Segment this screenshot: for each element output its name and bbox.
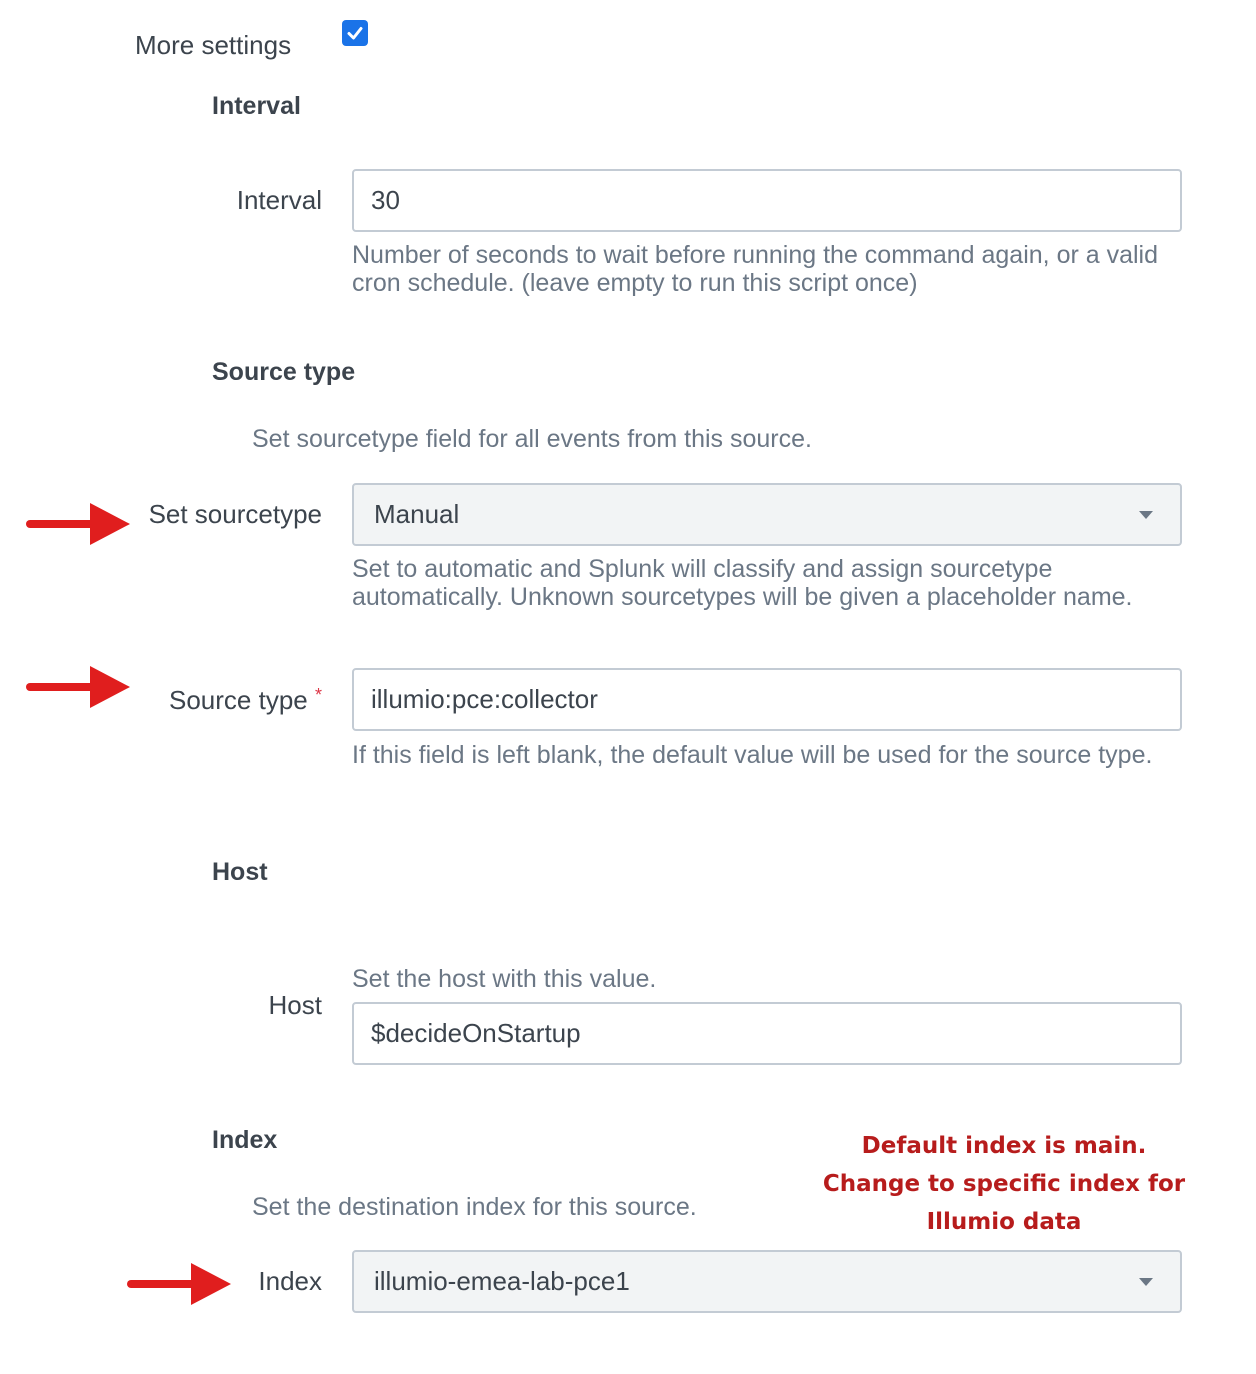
chevron-down-icon	[1139, 1278, 1153, 1286]
index-select[interactable]	[352, 1250, 1182, 1313]
host-value: $decideOnStartup	[371, 1018, 581, 1048]
annotation-line: Default index is main.	[861, 1133, 1147, 1159]
set-sourcetype-help: Set to automatic and Splunk will classify and assign sourcetype automatically. Unknown sourcetypes will be given a placeholder name.	[352, 555, 1133, 611]
source-type-label-text: Source type	[169, 685, 308, 715]
more-settings-checkbox[interactable]	[342, 20, 368, 46]
host-section-title: Host	[212, 858, 268, 886]
set-sourcetype-select[interactable]	[352, 483, 1182, 546]
checkmark-icon	[346, 24, 364, 42]
interval-input[interactable]	[352, 169, 1182, 232]
annotation-line: Change to specific index for	[822, 1171, 1186, 1197]
sourcetype-section-title: Source type	[212, 358, 356, 386]
red-arrow-icon	[26, 662, 132, 712]
set-sourcetype-label: Set sourcetype	[148, 499, 322, 529]
index-value: illumio-emea-lab-pce1	[374, 1266, 630, 1296]
source-type-help: If this field is left blank, the default value will be used for the source type.	[352, 741, 1153, 769]
required-marker: *	[314, 685, 322, 705]
host-help: Set the host with this value.	[352, 965, 657, 993]
source-type-label	[169, 685, 322, 716]
interval-section-title: Interval	[212, 92, 301, 120]
interval-label: Interval	[236, 185, 322, 215]
set-sourcetype-value: Manual	[374, 499, 460, 529]
source-type-input[interactable]	[352, 668, 1182, 731]
more-settings-label: More settings	[135, 30, 292, 60]
annotation-note	[804, 1127, 1204, 1241]
red-arrow-icon	[127, 1259, 233, 1309]
chevron-down-icon	[1139, 511, 1153, 519]
host-label: Host	[268, 990, 322, 1020]
source-type-value: illumio:pce:collector	[371, 684, 598, 714]
host-input[interactable]	[352, 1002, 1182, 1065]
sourcetype-section-description: Set sourcetype field for all events from this source.	[252, 425, 812, 453]
interval-help: Number of seconds to wait before running the command again, or a valid cron schedule. (leave empty to run this script once)	[352, 241, 1159, 297]
annotation-line: Illumio data	[926, 1209, 1082, 1235]
index-section-title: Index	[212, 1126, 278, 1154]
interval-value: 30	[371, 185, 400, 215]
red-arrow-icon	[26, 499, 132, 549]
index-label: Index	[258, 1266, 322, 1296]
index-section-description: Set the destination index for this source.	[252, 1193, 697, 1221]
